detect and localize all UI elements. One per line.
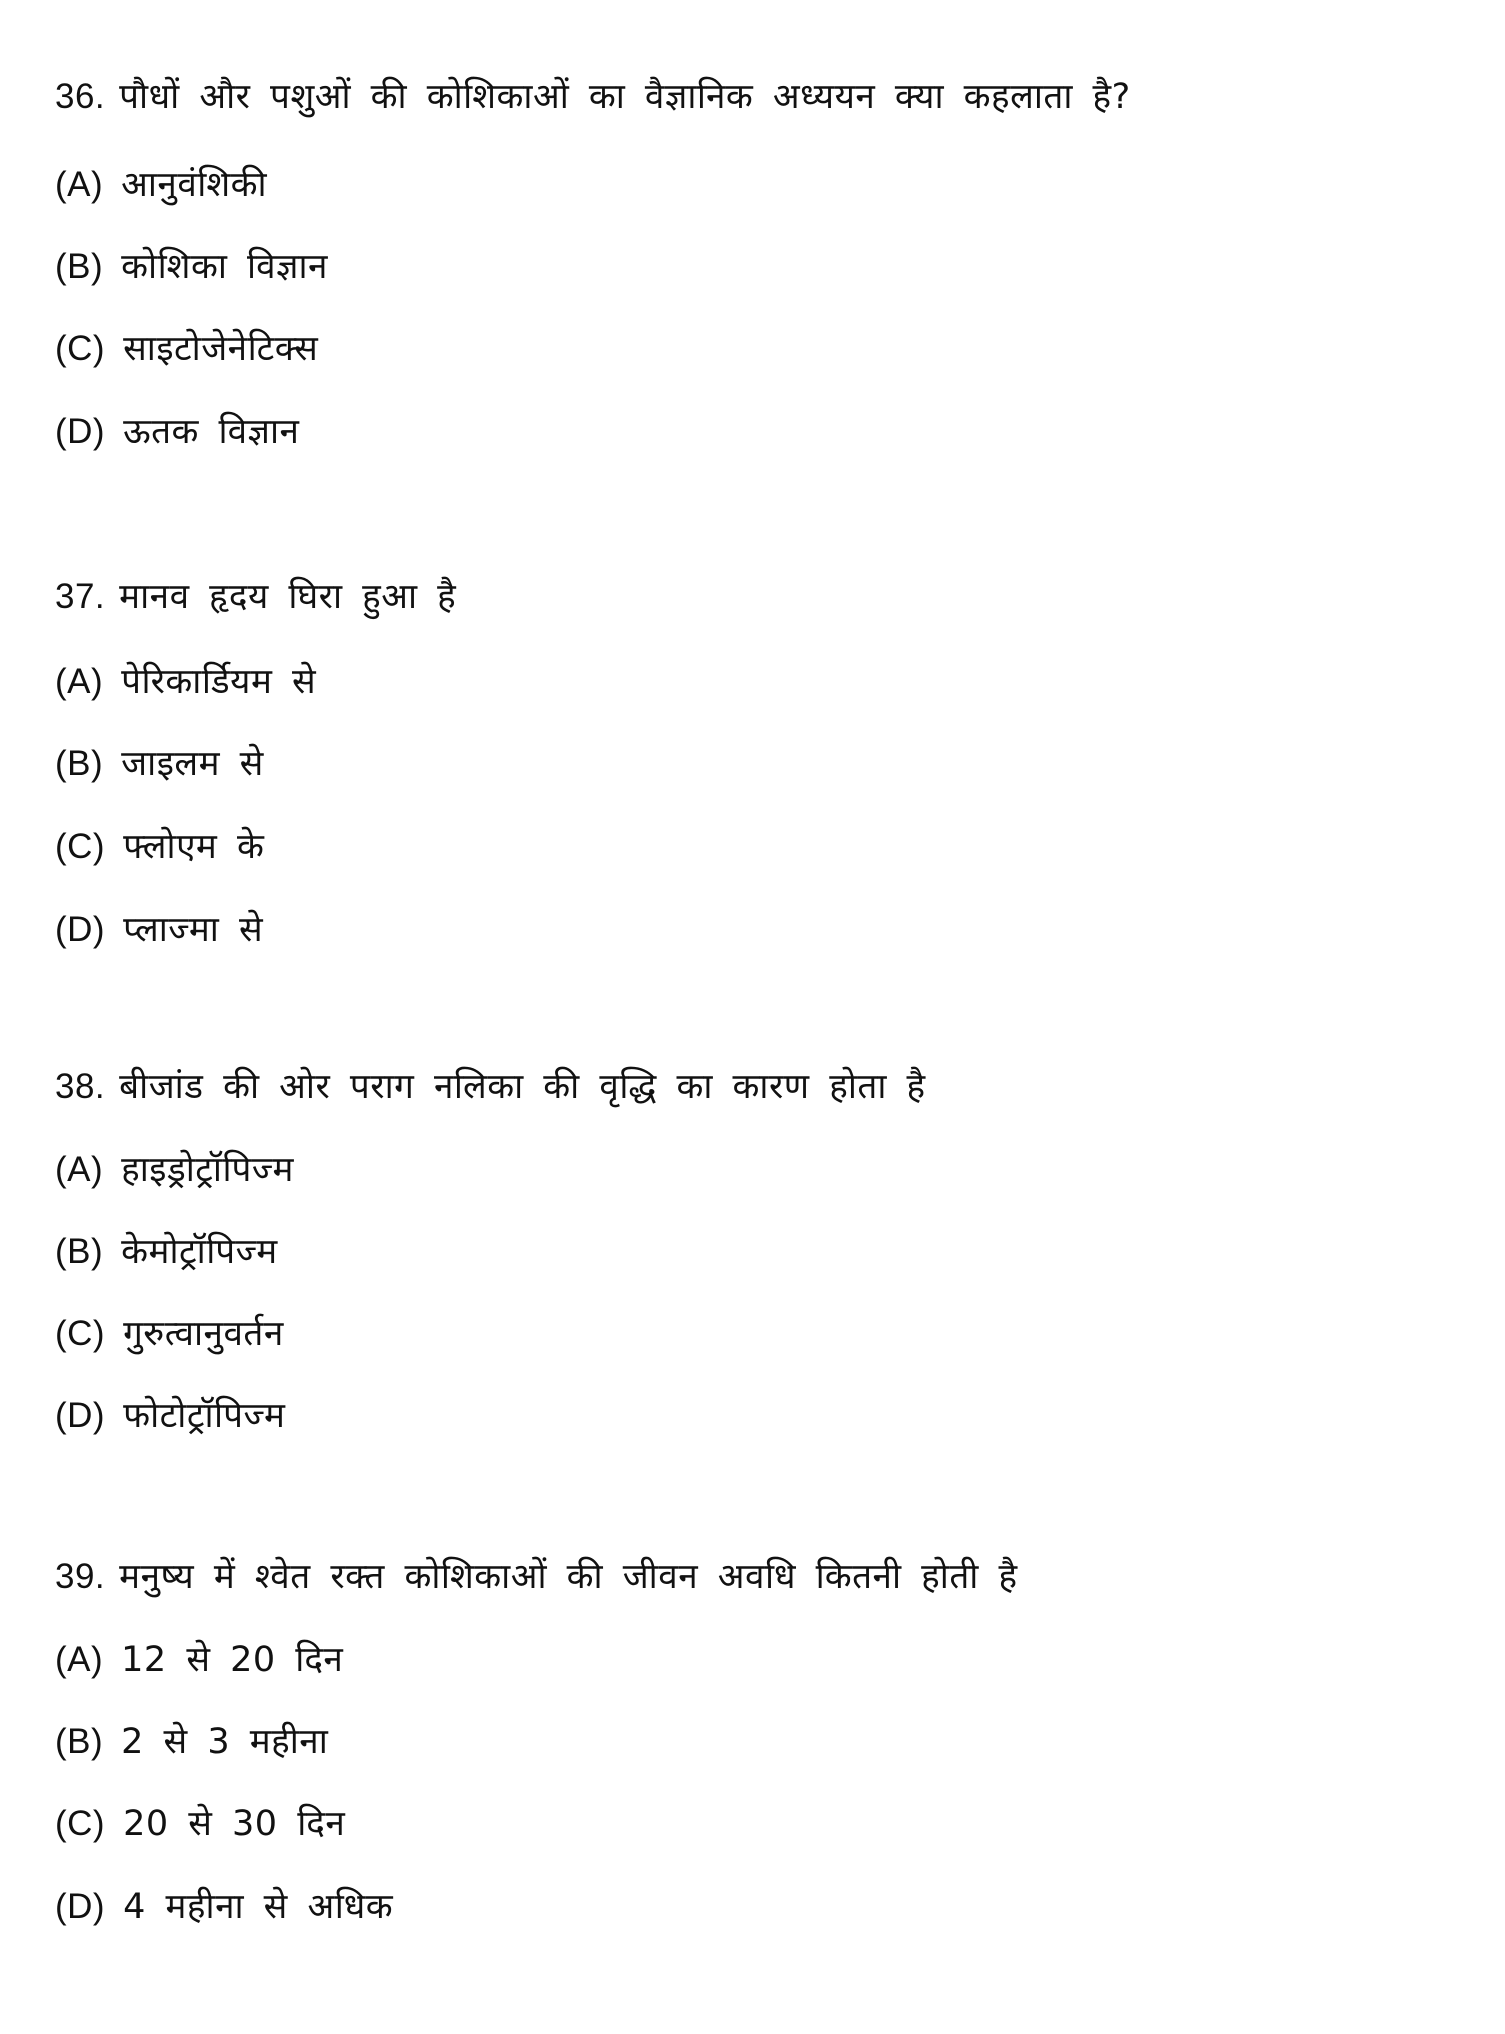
option-a	[55, 155, 267, 215]
option-d	[55, 402, 299, 462]
question-stem	[55, 567, 456, 627]
question-stem	[55, 1547, 1018, 1607]
option-d	[55, 1877, 393, 1937]
option-label: (D)	[55, 1887, 106, 1926]
question-number: 39.	[55, 1557, 106, 1596]
question-text: मनुष्य में श्वेत रक्त कोशिकाओं की जीवन अवधि कितनी होती है	[119, 1557, 1018, 1597]
option-text: 20 से 30 दिन	[123, 1804, 346, 1844]
option-c	[55, 319, 318, 379]
question-number: 37.	[55, 577, 106, 616]
question-number: 36.	[55, 77, 106, 116]
option-b	[55, 1712, 328, 1772]
option-text: जाइलम से	[121, 744, 264, 784]
option-a	[55, 1630, 343, 1690]
option-label: (B)	[55, 744, 104, 783]
option-label: (C)	[55, 1314, 106, 1353]
option-text: 2 से 3 महीना	[121, 1722, 329, 1762]
option-text: 12 से 20 दिन	[121, 1640, 344, 1680]
option-text: हाइड्रोट्रॉपिज्म	[121, 1150, 294, 1190]
option-label: (C)	[55, 329, 106, 368]
question-text: मानव हृदय घिरा हुआ है	[119, 577, 457, 617]
question-text: पौधों और पशुओं की कोशिकाओं का वैज्ञानिक अध्ययन क्या कहलाता है?	[119, 77, 1131, 117]
option-label: (C)	[55, 827, 106, 866]
option-b	[55, 734, 264, 794]
question-stem	[55, 1057, 926, 1117]
option-label: (A)	[55, 165, 104, 204]
option-label: (D)	[55, 1396, 106, 1435]
option-a	[55, 652, 316, 712]
option-b	[55, 237, 328, 297]
option-text: फ्लोएम के	[123, 827, 265, 867]
option-text: प्लाज्मा से	[123, 910, 264, 950]
option-c	[55, 817, 264, 877]
option-label: (A)	[55, 662, 104, 701]
option-text: आनुवंशिकी	[121, 165, 268, 205]
question-text: बीजांड की ओर पराग नलिका की वृद्धि का कारण होता है	[119, 1067, 926, 1107]
question-number: 38.	[55, 1067, 106, 1106]
option-text: पेरिकार्डियम से	[121, 662, 317, 702]
option-text: गुरुत्वानुवर्तन	[123, 1314, 284, 1354]
question-stem	[55, 67, 1131, 127]
option-label: (D)	[55, 412, 106, 451]
option-b	[55, 1222, 278, 1282]
option-label: (B)	[55, 1722, 104, 1761]
option-text: फोटोट्रॉपिज्म	[123, 1396, 286, 1436]
option-text: कोशिका विज्ञान	[121, 247, 328, 287]
option-c	[55, 1304, 284, 1364]
option-label: (A)	[55, 1640, 104, 1679]
option-label: (A)	[55, 1150, 104, 1189]
option-label: (B)	[55, 1232, 104, 1271]
option-label: (C)	[55, 1804, 106, 1843]
option-label: (B)	[55, 247, 104, 286]
option-d	[55, 1386, 285, 1446]
option-c	[55, 1794, 345, 1854]
option-text: ऊतक विज्ञान	[123, 412, 300, 452]
option-a	[55, 1140, 294, 1200]
option-text: 4 महीना से अधिक	[123, 1887, 394, 1927]
option-text: केमोट्रॉपिज्म	[121, 1232, 278, 1272]
option-d	[55, 900, 263, 960]
option-label: (D)	[55, 910, 106, 949]
option-text: साइटोजेनेटिक्स	[123, 329, 319, 369]
